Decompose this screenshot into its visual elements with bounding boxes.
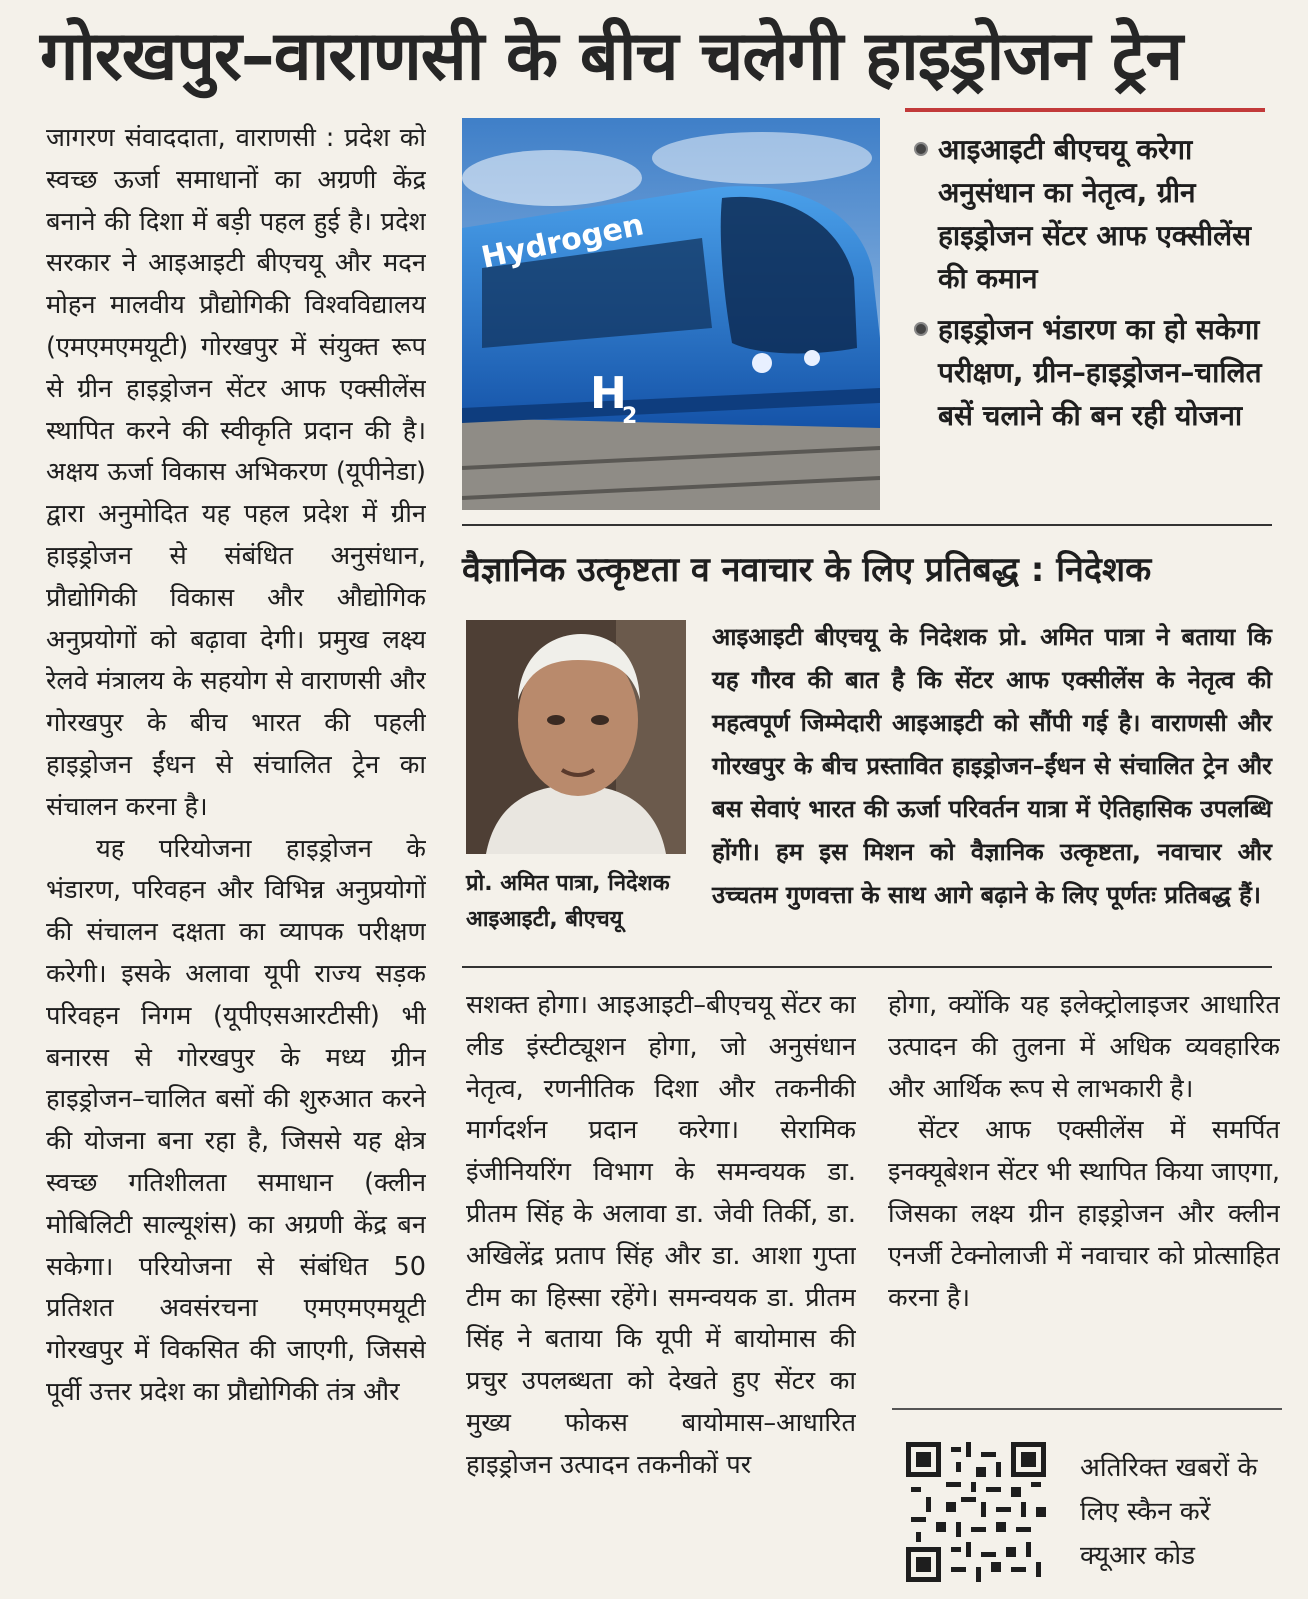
bullet-text: आइआइटी बीएचयू करेगा अनुसंधान का नेतृत्व, ग्रीन हाइड्रोजन सेंटर आफ एक्सीलेंस की कमान [938,133,1252,295]
qr-caption: अतिरिक्त खबरों के लिए स्कैन करें क्यूआर कोड [1080,1453,1258,1571]
section-divider [462,966,1272,968]
director-quote: आइआइटी बीएचयू के निदेशक प्रो. अमित पात्रा ने बताया कि यह गौरव की बात है कि सेंटर आफ एक्सीलेंस के नेतृत्व की महत्वपूर्ण जिम्मेदारी आइआइटी को सौंपी गई है। वाराणसी और गोरखपुर के बीच प्रस्तावित हाइड्रोजन–ईंधन से संचालित ट्रेन और बस सेवाएं भारत की ऊर्जा परिवर्तन यात्रा में ऐतिहासिक उपलब्धि होंगी। हम इस मिशन को वैज्ञानिक उत्कृष्टता, नवाचार और उच्चतम गुणवत्ता के साथ आगे बढ़ाने के लिए पूर्णतः प्रतिबद्ध हैं। [712,623,1272,909]
bullet-item [912,128,1272,300]
article-column-1 [46,118,426,1588]
headline: गोरखपुर–वाराणसी के बीच चलेगी हाइड्रोजन ट्रेन [40,17,1183,96]
portrait-caption [466,866,706,938]
section-divider [892,1408,1282,1410]
article-column-3 [888,985,1280,1405]
section-divider [462,524,1272,526]
train-label-sub: 2 [622,404,638,429]
caption-line: आइआइटी, बीएचयू [466,907,623,932]
hydrogen-train-photo [462,118,880,510]
director-portrait [466,620,686,854]
article-paragraph: सशक्त होगा। आइआइटी–बीएचयू सेंटर का लीड इंस्टीट्यूशन होगा, जो अनुसंधान नेतृत्व, रणनीतिक दिशा और तकनीकी मार्गदर्शन प्रदान करेगा। सेरामिक इंजीनियरिंग विभाग के समन्वयक डा. प्रीतम सिंह के अलावा डा. जेवी तिर्की, डा. अखिलेंद्र प्रताप सिंह और डा. आशा गुप्ता टीम का हिस्सा रहेंगे। समन्वयक डा. प्रीतम सिंह ने बताया कि यूपी में बायोमास की प्रचुर उपलब्धता को देखते हुए सेंटर का मुख्य फोकस बायोमास–आधारित हाइड्रोजन उत्पादन तकनीकों पर [466,990,856,1480]
caption-line: प्रो. अमित पात्रा, निदेशक [466,871,670,896]
bullet-dot-icon [914,142,928,156]
accent-rule [905,108,1265,112]
qr-code-icon[interactable] [906,1442,1046,1582]
bullet-dot-icon [914,322,928,336]
highlight-bullets [912,128,1272,445]
article-paragraph: यह परियोजना हाइड्रोजन के भंडारण, परिवहन और विभिन्न अनुप्रयोगों की संचालन दक्षता का व्यापक परीक्षण करेगी। इसके अलावा यूपी राज्य सड़क परिवहन निगम (यूपीएसआरटीसी) भी बनारस से गोरखपुर के मध्य ग्रीन हाइड्रोजन–चालित बसों की शुरुआत करने की योजना बना रहा है, जिससे यह क्षेत्र स्वच्छ गतिशीलता समाधान (क्लीन मोबिलिटी साल्यूशंस) का अग्रणी केंद्र बन सकेगा। परियोजना से संबंधित 50 प्रतिशत अवसंरचना एमएमएमयूटी गोरखपुर में विकसित की जाएगी, जिससे पूर्वी उत्तर प्रदेश का प्रौद्योगिकी तंत्र और [46,833,426,1407]
article-paragraph: जागरण संवाददाता, वाराणसी : प्रदेश को स्वच्छ ऊर्जा समाधानों का अग्रणी केंद्र बनाने की दिशा में बड़ी पहल हुई है। प्रदेश सरकार ने आइआइटी बीएचयू और मदन मोहन मालवीय प्रौद्योगिकी विश्वविद्यालय (एमएमएमयूटी) गोरखपुर में संयुक्त रूप से ग्रीन हाइड्रोजन सेंटर आफ एक्सीलेंस स्थापित करने की स्वीकृति प्रदान की है। अक्षय ऊर्जा विकास अभिकरण (यूपीनेडा) द्वारा अनुमोदित यह पहल प्रदेश में ग्रीन हाइड्रोजन से संबंधित अनुसंधान, प्रौद्योगिकी विकास और औद्योगिक अनुप्रयोगों को बढ़ावा देगी। प्रमुख लक्ष्य रेलवे मंत्रालय के सहयोग से वाराणसी और गोरखपुर के बीच भारत की पहली हाइड्रोजन ईंधन से संचालित ट्रेन का संचालन करना है। [46,123,426,822]
article-paragraph: होगा, क्योंकि यह इलेक्ट्रोलाइजर आधारित उत्पादन की तुलना में अधिक व्यवहारिक और आर्थिक रूप से लाभकारी है। [888,990,1280,1104]
train-label-h: H [590,368,627,419]
bullet-text: हाइड्रोजन भंडारण का हो सकेगा परीक्षण, ग्रीन–हाइड्रोजन–चालित बसें चलाने की बन रही योजना [938,313,1262,432]
train-label-hydrogen: Hydrogen [478,207,647,276]
bullet-item [912,308,1272,437]
article-paragraph: सेंटर आफ एक्सीलेंस में समर्पित इनक्यूबेशन सेंटर भी स्थापित किया जाएगा, जिसका लक्ष्य ग्रीन हाइड्रोजन और क्लीन एनर्जी टेक्नोलाजी में नवाचार को प्रोत्साहित करना है। [888,1115,1280,1313]
article-column-2 [466,985,856,1585]
subheadline: वैज्ञानिक उत्कृष्टता व नवाचार के लिए प्रतिबद्ध : निदेशक [462,550,1152,590]
